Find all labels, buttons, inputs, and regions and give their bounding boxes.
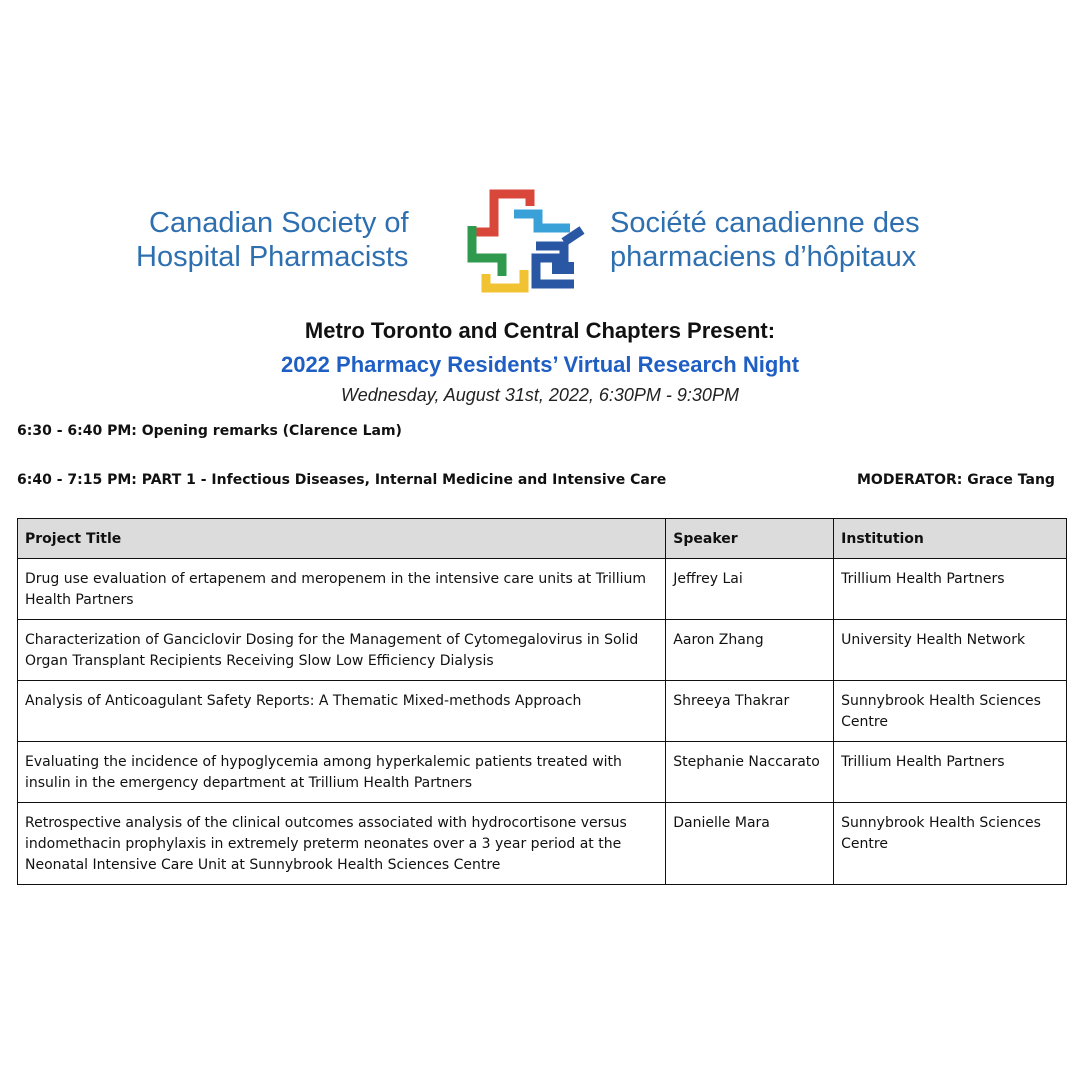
logo-lightblue-stroke	[514, 214, 570, 228]
institution-cell: Trillium Health Partners	[834, 742, 1067, 803]
cross-mark-icon	[466, 186, 586, 296]
org-name-english-line1: Canadian Society of	[149, 207, 409, 239]
speaker-cell: Aaron Zhang	[666, 620, 834, 681]
column-header-project-title: Project Title	[18, 519, 666, 559]
table-row	[18, 681, 1067, 742]
organization-logo	[0, 186, 1080, 296]
speaker-cell: Danielle Mara	[666, 803, 834, 885]
table-row	[18, 742, 1067, 803]
projects-table	[17, 518, 1067, 885]
agenda-part1-heading: 6:40 - 7:15 PM: PART 1 - Infectious Diseases, Internal Medicine and Intensive Care	[17, 472, 667, 488]
project-title-cell: Drug use evaluation of ertapenem and meropenem in the intensive care units at Trillium Health Partners	[18, 559, 666, 620]
org-name-english-line2: Hospital Pharmacists	[136, 241, 409, 273]
table-row	[18, 803, 1067, 885]
moderator-label: MODERATOR: Grace Tang	[857, 472, 1055, 488]
event-title: 2022 Pharmacy Residents’ Virtual Research Night	[280, 352, 800, 377]
column-header-institution: Institution	[834, 519, 1067, 559]
speaker-cell: Jeffrey Lai	[666, 559, 834, 620]
event-date: Wednesday, August 31st, 2022, 6:30PM - 9:30PM	[341, 385, 739, 405]
institution-cell: Sunnybrook Health Sciences Centre	[834, 681, 1067, 742]
table-header-row	[18, 519, 1067, 559]
presenting-line: Metro Toronto and Central Chapters Present:	[304, 318, 776, 343]
speaker-cell: Stephanie Naccarato	[666, 742, 834, 803]
org-name-english	[136, 206, 409, 274]
project-title-cell: Analysis of Anticoagulant Safety Reports: A Thematic Mixed-methods Approach	[18, 681, 666, 742]
institution-cell: Sunnybrook Health Sciences Centre	[834, 803, 1067, 885]
institution-cell: University Health Network	[834, 620, 1067, 681]
speaker-cell: Shreeya Thakrar	[666, 681, 834, 742]
org-name-french	[610, 206, 920, 274]
agenda-opening-remarks: 6:30 - 6:40 PM: Opening remarks (Clarence Lam)	[17, 423, 402, 439]
table-row	[18, 620, 1067, 681]
logo-darkblue-block	[552, 262, 574, 274]
project-title-cell: Retrospective analysis of the clinical outcomes associated with hydrocortisone versus indomethacin prophylaxis in extremely preterm neonates over a 3 year period at the Neonatal Intensive Care Unit at Sunnybrook Health Sciences Centre	[18, 803, 666, 885]
org-name-french-line2: pharmaciens d’hôpitaux	[610, 241, 917, 273]
org-name-french-line1: Société canadienne des	[610, 207, 920, 239]
table-row	[18, 559, 1067, 620]
institution-cell: Trillium Health Partners	[834, 559, 1067, 620]
column-header-speaker: Speaker	[666, 519, 834, 559]
project-title-cell: Characterization of Ganciclovir Dosing for the Management of Cytomegalovirus in Solid Organ Transplant Recipients Receiving Slow Low Efficiency Dialysis	[18, 620, 666, 681]
project-title-cell: Evaluating the incidence of hypoglycemia among hyperkalemic patients treated with insulin in the emergency department at Trillium Health Partners	[18, 742, 666, 803]
